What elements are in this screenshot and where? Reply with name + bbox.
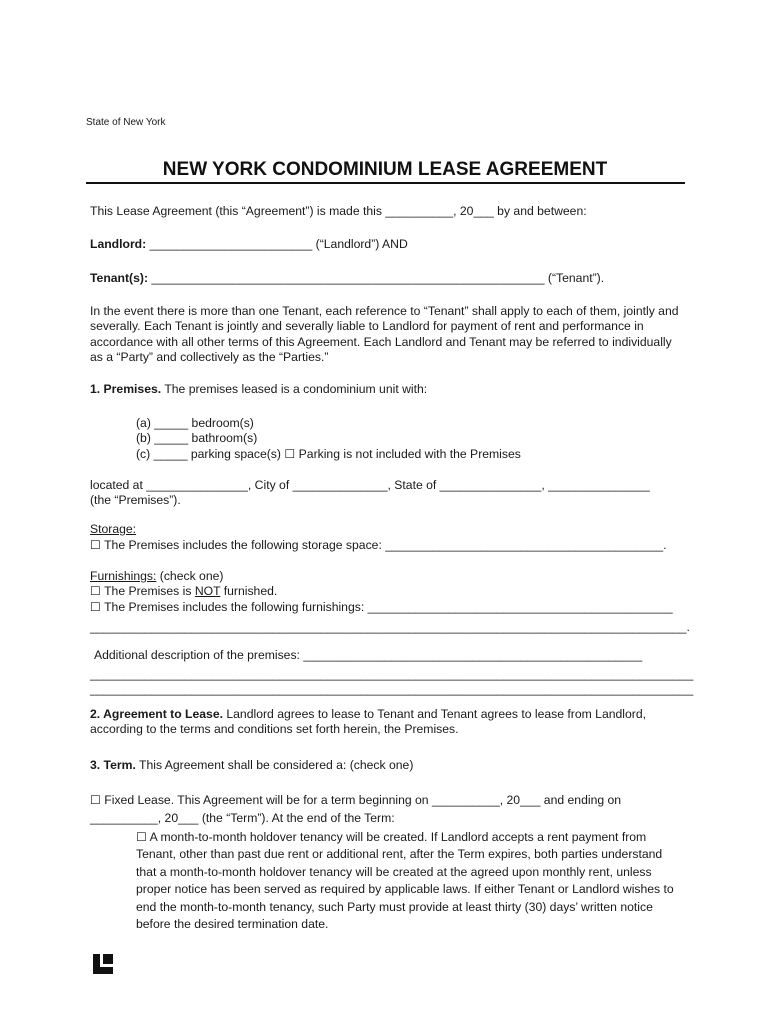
furnishings-label: Furnishings: [90,569,157,583]
location-line: located at _______________, City of ______________, State of _______________, _______________ [90,478,650,492]
furnishings-not-suffix: furnished. [220,584,278,598]
additional-line-3: _________________________________________________________________________________________ [90,682,694,696]
document-title: NEW YORK CONDOMINIUM LEASE AGREEMENT [162,159,608,180]
landlord-line [90,237,408,252]
storage-label: Storage: [90,522,137,536]
furnishings-heading [90,569,223,584]
furnishings-option-yes: ☐ The Premises includes the following furnishings: _____________________________________________ [90,600,673,614]
tenant-paragraph: In the event there is more than one Tenant, each reference to “Tenant” shall apply to each of them, jointly and severally. Each Tenant is jointly and severally liable to Landlord for payment of rent and performance in accordance with all other terms of this Agreement. Each Landlord and Tenant may be referred to individually as a “Party” and collectively as the “Parties.” [90,304,679,365]
location-line-2: (the “Premises”). [90,493,181,507]
premises-item-c: (c) _____ parking space(s) ☐ Parking is not included with the Premises [136,447,521,461]
furnishings-suffix: (check one) [156,569,224,583]
fixed-lease-line: ☐ Fixed Lease. This Agreement will be for a term beginning on __________, 20___ and ending on [90,793,622,807]
agreement-to-lease-heading: 2. Agreement to Lease. [90,707,223,721]
agreement-to-lease-paragraph [90,707,680,738]
term-intro: This Agreement shall be considered a: (check one) [135,758,414,772]
term-heading: 3. Term. [90,758,136,772]
furnishings-option-not [90,584,277,599]
premises-intro: The premises leased is a condominium unit with: [161,382,428,396]
furnishings-not-prefix: ☐ The Premises is [90,584,195,598]
furnishings-continuation: ________________________________________________________________________________________. [90,620,690,634]
premises-item-b: (b) _____ bathroom(s) [136,431,258,445]
title-rule [86,182,685,184]
holdover-option: ☐ A month-to-month holdover tenancy will be created. If Landlord accepts a rent payment from Tenant, other than past due rent or additional rent, after the Term expires, both parties understand that a month-to-month holdover tenancy will be created at the agreed upon monthly rent, unless proper notice has been served as required by applicable laws. If either Tenant or Landlord wishes to end the month-to-month tenancy, such Party must provide at least thirty (30) days’ written notice before the desired termination date. [136,830,674,932]
tenant-text: __________________________________________________________ (“Tenant”). [148,271,605,285]
landlord-text: ________________________ (“Landlord”) AND [146,237,408,251]
premises-heading: 1. Premises. [90,382,162,396]
state-label: State of New York [86,117,166,128]
additional-description: Additional description of the premises: __________________________________________________ [94,648,643,662]
agreement-to-lease-text: Landlord agrees to lease to Tenant and Tenant agrees to lease from Landlord, according to the terms and conditions set forth herein, the Premises. [90,707,647,737]
premises-heading-line [90,382,427,397]
additional-line-2: _________________________________________________________________________________________ [90,667,694,681]
term-heading-line [90,758,413,773]
tenant-label: Tenant(s): [90,271,148,285]
intro-line: This Lease Agreement (this “Agreement”) is made this __________, 20___ by and between: [90,204,587,218]
landlord-label: Landlord: [90,237,147,251]
lawdistrict-logo-icon [92,953,114,975]
fixed-lease-line-2: __________, 20___ (the “Term”). At the end of the Term: [90,811,395,825]
storage-option: ☐ The Premises includes the following storage space: _________________________________________. [90,538,667,552]
furnishings-not-word: NOT [194,584,221,598]
tenant-line [90,271,604,286]
premises-item-a: (a) _____ bedroom(s) [136,416,254,430]
